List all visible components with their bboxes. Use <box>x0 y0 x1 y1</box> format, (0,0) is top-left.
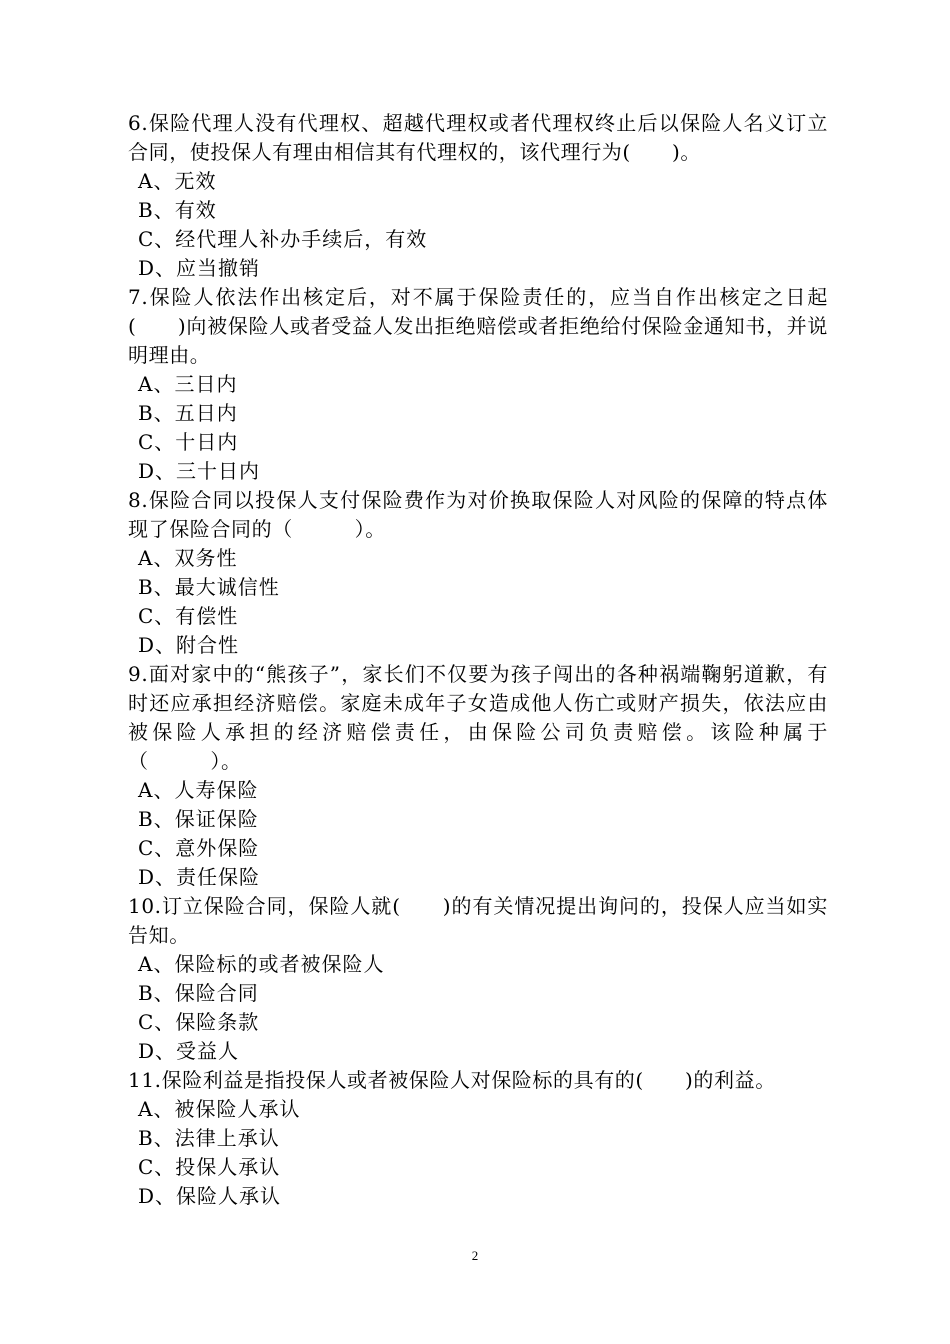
option-a: A、三日内 <box>138 372 238 396</box>
option-d: D、责任保险 <box>138 865 261 889</box>
option-c: C、有偿性 <box>138 604 239 628</box>
option-b: B、有效 <box>138 198 217 222</box>
option-d: D、三十日内 <box>138 459 261 483</box>
option-b: B、保证保险 <box>138 807 259 831</box>
option-c: C、意外保险 <box>138 836 260 860</box>
question-9 <box>128 660 828 892</box>
option-c: C、十日内 <box>138 430 239 454</box>
question-stem: 9.面对家中的“熊孩子”，家长们不仅要为孩子闯出的各种祸端鞠躬道歉，有时还应承担经济赔偿。家庭未成年子女造成他人伤亡或财产损失，依法应由被保险人承担的经济赔偿责任，由保险公司负责赔偿。该险种属于（ ）。 <box>128 662 828 773</box>
question-stem: 11.保险利益是指投保人或者被保险人对保险标的具有的( )的利益。 <box>128 1068 776 1092</box>
option-list <box>128 544 828 660</box>
option-a: A、人寿保险 <box>138 778 259 802</box>
option-b: B、法律上承认 <box>138 1126 280 1150</box>
option-list <box>128 776 828 892</box>
option-d: D、保险人承认 <box>138 1184 282 1208</box>
option-a: A、被保险人承认 <box>138 1097 301 1121</box>
question-7 <box>128 283 828 486</box>
option-d: D、附合性 <box>138 633 240 657</box>
option-b: B、最大诚信性 <box>138 575 280 599</box>
option-list <box>128 950 828 1066</box>
option-a: A、无效 <box>138 169 217 193</box>
question-stem: 6.保险代理人没有代理权、超越代理权或者代理权终止后以保险人名义订立合同，使投保人有理由相信其有代理权的，该代理行为( )。 <box>128 111 828 164</box>
option-list <box>128 1095 828 1211</box>
question-stem: 7.保险人依法作出核定后，对不属于保险责任的，应当自作出核定之日起( )向被保险人或者受益人发出拒绝赔偿或者拒绝给付保险金通知书，并说明理由。 <box>128 285 828 367</box>
option-list <box>128 167 828 283</box>
option-c: C、经代理人补办手续后，有效 <box>138 227 428 251</box>
page-number: 2 <box>471 1248 479 1263</box>
option-d: D、应当撤销 <box>138 256 261 280</box>
option-c: C、投保人承认 <box>138 1155 281 1179</box>
option-list <box>128 370 828 486</box>
option-a: A、双务性 <box>138 546 238 570</box>
question-8 <box>128 486 828 660</box>
question-11 <box>128 1066 828 1211</box>
option-c: C、保险条款 <box>138 1010 260 1034</box>
option-a: A、保险标的或者被保险人 <box>138 952 385 976</box>
question-stem: 10.订立保险合同，保险人就( )的有关情况提出询问的，投保人应当如实告知。 <box>128 894 828 947</box>
question-stem: 8.保险合同以投保人支付保险费作为对价换取保险人对风险的保障的特点体现了保险合同的（ ）。 <box>128 488 828 541</box>
option-b: B、五日内 <box>138 401 238 425</box>
option-d: D、受益人 <box>138 1039 240 1063</box>
document-page <box>128 109 828 1211</box>
question-6 <box>128 109 828 283</box>
question-10 <box>128 892 828 1066</box>
option-b: B、保险合同 <box>138 981 259 1005</box>
